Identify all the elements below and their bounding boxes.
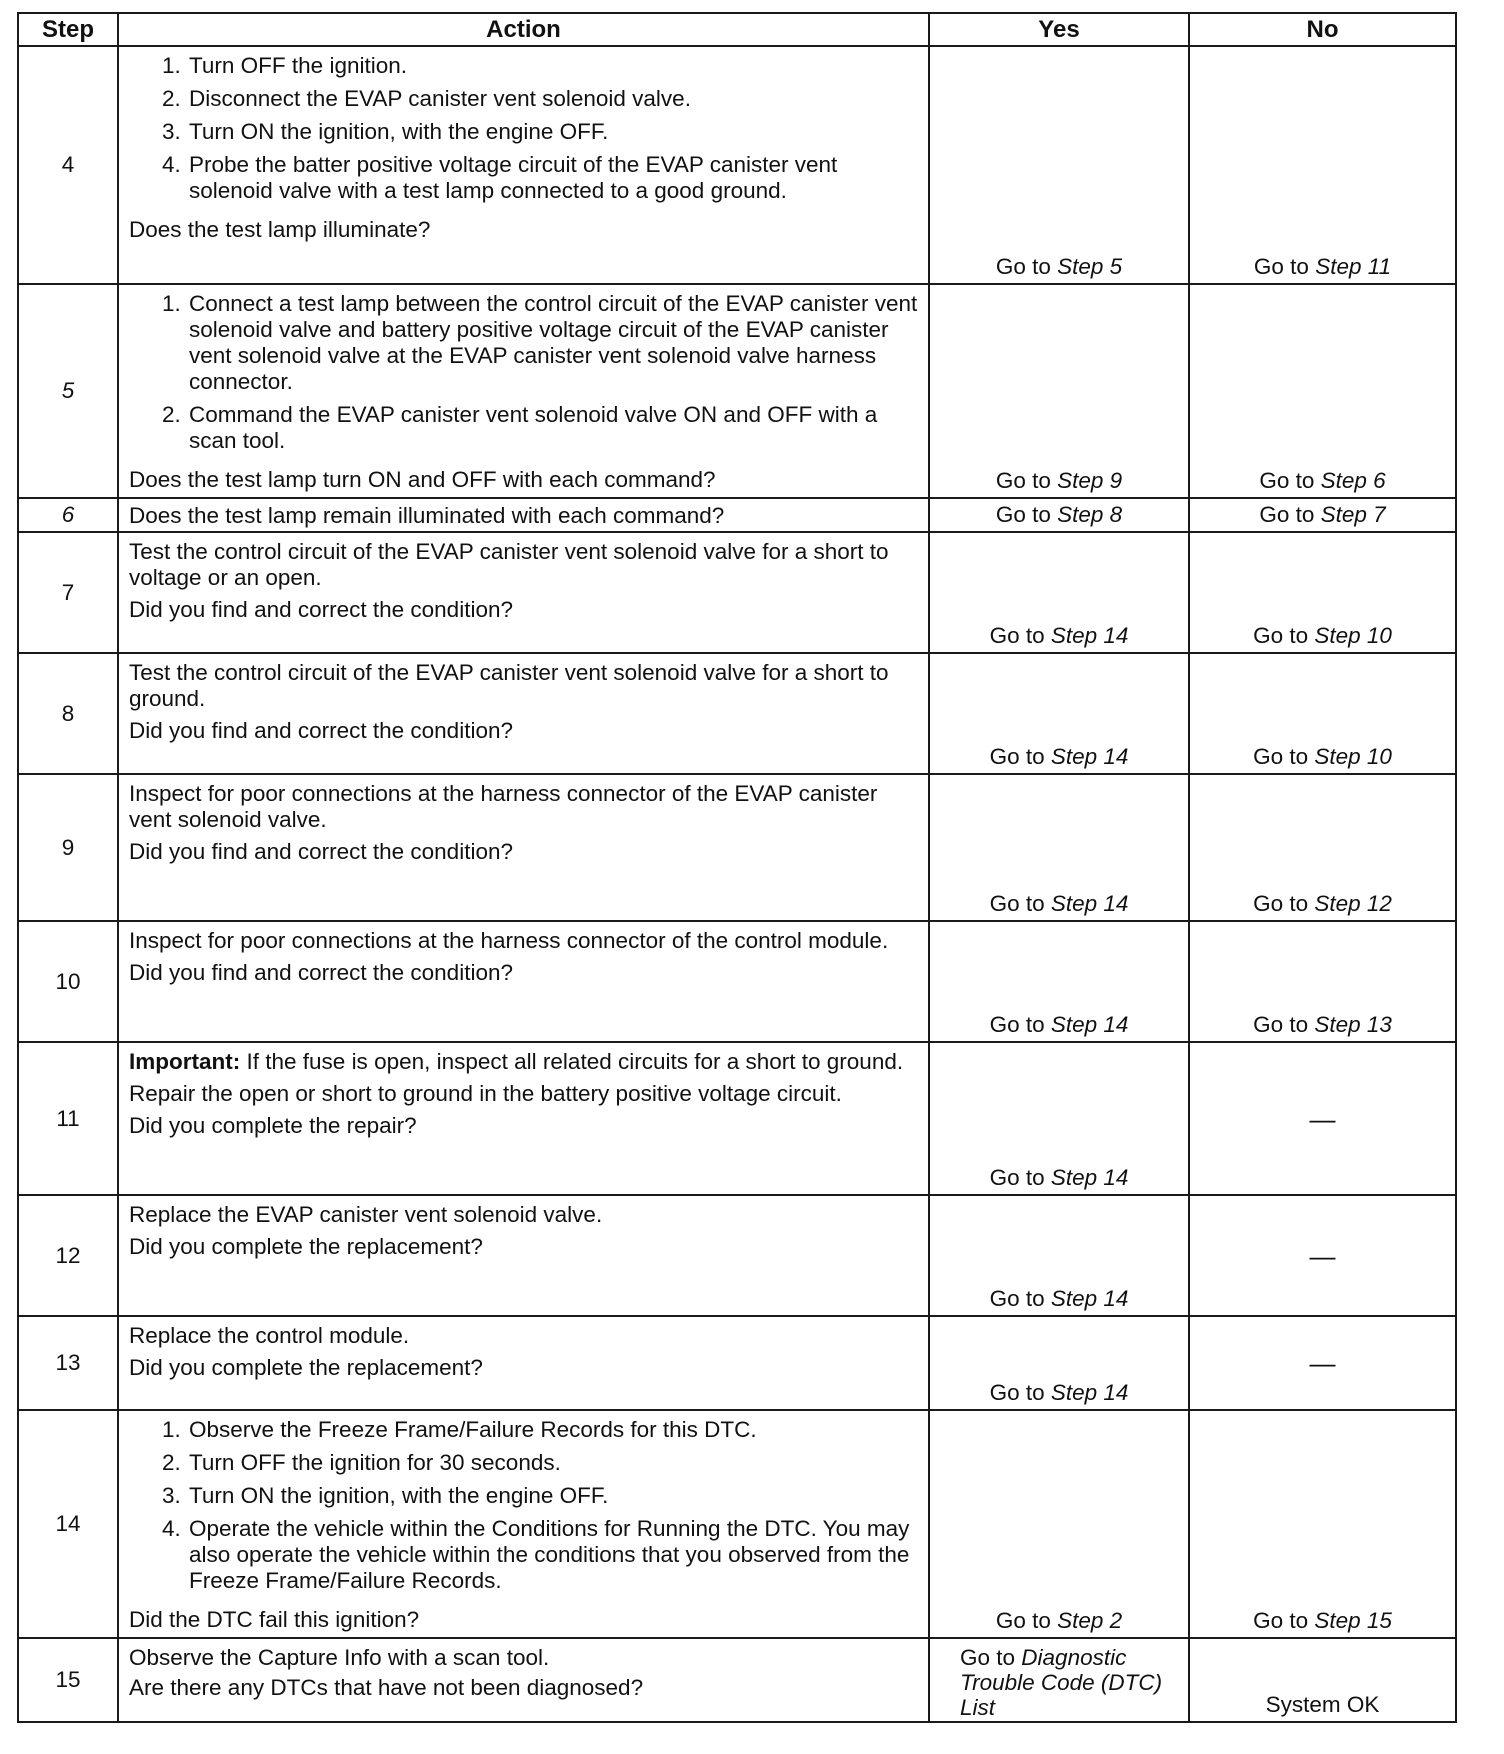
step-link: Step 5	[1057, 254, 1123, 279]
yes-cell	[929, 1410, 1189, 1638]
go-to-label: Go to	[1259, 468, 1315, 493]
action-text: Inspect for poor connections at the harness connector of the EVAP canister vent solenoid valve.	[129, 781, 878, 832]
table-row	[18, 774, 1456, 921]
action-text: Test the control circuit of the EVAP canister vent solenoid valve for a short to voltage or an open.	[129, 539, 889, 590]
go-to-label: Go to	[1253, 254, 1309, 279]
action-cell	[118, 1316, 929, 1410]
no-cell: —	[1189, 1195, 1456, 1316]
step-number: 8	[18, 653, 118, 774]
question: Does the test lamp illuminate?	[129, 217, 431, 242]
go-to-label: Go to	[989, 1286, 1045, 1311]
question: Did you find and correct the condition?	[129, 597, 513, 622]
action-cell	[118, 532, 929, 653]
action-cell	[118, 46, 929, 284]
yes-cell	[929, 46, 1189, 284]
no-cell	[1189, 921, 1456, 1042]
table-row	[18, 1638, 1456, 1722]
question: Did you complete the replacement?	[129, 1355, 483, 1380]
go-to-label: Go to	[989, 744, 1045, 769]
no-cell: —	[1189, 1316, 1456, 1410]
list-item: 3. Turn ON the ignition, with the engine OFF.	[187, 1483, 918, 1509]
go-to-label: Go to	[995, 502, 1051, 527]
go-to-label: Go to	[995, 254, 1051, 279]
table-row	[18, 921, 1456, 1042]
step-link: Step 6	[1320, 468, 1386, 493]
header-step: Step	[18, 13, 118, 46]
no-cell	[1189, 498, 1456, 532]
step-link: Step 14	[1050, 1380, 1129, 1405]
step-link: Step 10	[1314, 623, 1392, 648]
action-text: Test the control circuit of the EVAP canister vent solenoid valve for a short to ground.	[129, 660, 889, 711]
go-to-label: Go to	[1259, 502, 1315, 527]
important-label: Important:	[129, 1049, 241, 1074]
list-item: 1. Turn OFF the ignition.	[187, 53, 918, 79]
step-link: Step 14	[1050, 1165, 1129, 1190]
yes-cell	[929, 1195, 1189, 1316]
question: Does the test lamp remain illuminated with each command?	[129, 502, 725, 528]
no-cell	[1189, 284, 1456, 498]
step-link: Step 14	[1050, 623, 1129, 648]
step-link: Step 14	[1050, 1286, 1129, 1311]
go-to-label: Go to	[989, 1380, 1045, 1405]
go-to-label: Go to	[989, 1165, 1045, 1190]
table-row	[18, 532, 1456, 653]
no-cell: System OK	[1189, 1638, 1456, 1722]
action-cell	[118, 653, 929, 774]
action-text: Replace the control module.	[129, 1323, 410, 1348]
action-text: Repair the open or short to ground in the battery positive voltage circuit.	[129, 1081, 842, 1106]
step-link: Step 11	[1315, 254, 1392, 279]
table-row	[18, 1042, 1456, 1195]
go-to-label: Go to	[989, 891, 1045, 916]
action-cell	[118, 774, 929, 921]
header-no: No	[1189, 13, 1456, 46]
table-row	[18, 1316, 1456, 1410]
step-link: Step 15	[1314, 1608, 1392, 1633]
no-cell	[1189, 774, 1456, 921]
question: Did the DTC fail this ignition?	[129, 1607, 420, 1632]
action-cell	[118, 1638, 929, 1722]
list-item: 3. Turn ON the ignition, with the engine OFF.	[187, 119, 918, 145]
action-cell	[118, 1042, 929, 1195]
go-to-label: Go to	[1253, 1012, 1309, 1037]
yes-cell	[929, 1638, 1189, 1722]
dtc-list-link: Diagnostic Trouble Code (DTC) List	[960, 1645, 1163, 1720]
important-text: If the fuse is open, inspect all related circuits for a short to ground.	[240, 1049, 904, 1074]
no-cell	[1189, 653, 1456, 774]
action-cell	[118, 921, 929, 1042]
step-link: Step 2	[1057, 1608, 1123, 1633]
question: Did you complete the repair?	[129, 1113, 417, 1138]
step-number: 7	[18, 532, 118, 653]
header-row	[18, 13, 1456, 46]
step-number: 15	[18, 1638, 118, 1722]
yes-cell	[929, 921, 1189, 1042]
go-to-label: Go to	[1253, 1608, 1309, 1633]
question: Does the test lamp turn ON and OFF with each command?	[129, 467, 716, 492]
important-note	[129, 1049, 918, 1075]
step-link: Step 10	[1314, 744, 1392, 769]
yes-cell	[929, 532, 1189, 653]
table-row	[18, 498, 1456, 532]
action-text: Replace the EVAP canister vent solenoid valve.	[129, 1202, 603, 1227]
list-item: 2. Turn OFF the ignition for 30 seconds.	[187, 1450, 918, 1476]
table-row	[18, 46, 1456, 284]
question: Are there any DTCs that have not been diagnosed?	[129, 1675, 644, 1700]
list-item: 4. Operate the vehicle within the Conditions for Running the DTC. You may also operate the vehicle within the conditions that you observed from the Freeze Frame/Failure Records.	[187, 1516, 918, 1594]
step-link: Step 14	[1050, 1012, 1129, 1037]
go-to-label: Go to	[1253, 744, 1309, 769]
step-link: Step 14	[1050, 744, 1129, 769]
list-item: 1. Observe the Freeze Frame/Failure Records for this DTC.	[187, 1417, 918, 1443]
step-link: Step 13	[1314, 1012, 1392, 1037]
yes-cell	[929, 284, 1189, 498]
table-row	[18, 284, 1456, 498]
no-cell	[1189, 46, 1456, 284]
list-item: 1. Connect a test lamp between the control circuit of the EVAP canister vent solenoid valve and battery positive voltage circuit of the EVAP canister vent solenoid valve at the EVAP canister vent solenoid valve harness connector.	[187, 291, 918, 395]
action-text: Inspect for poor connections at the harness connector of the control module.	[129, 928, 889, 953]
go-to-label: Go to	[960, 1645, 1016, 1670]
table-row	[18, 653, 1456, 774]
yes-cell	[929, 653, 1189, 774]
action-cell	[118, 1410, 929, 1638]
step-link: Step 9	[1057, 468, 1123, 493]
go-to-label: Go to	[989, 1012, 1045, 1037]
go-to-label: Go to	[995, 468, 1051, 493]
list-item: 2. Disconnect the EVAP canister vent solenoid valve.	[187, 86, 918, 112]
question: Did you find and correct the condition?	[129, 960, 513, 985]
diagnostic-table	[17, 12, 1457, 1723]
no-cell	[1189, 532, 1456, 653]
go-to-label: Go to	[989, 623, 1045, 648]
yes-cell	[929, 1316, 1189, 1410]
go-to-label: Go to	[1253, 891, 1309, 916]
yes-cell	[929, 774, 1189, 921]
action-cell	[118, 284, 929, 498]
step-number: 10	[18, 921, 118, 1042]
action-text: Observe the Capture Info with a scan tool.	[129, 1645, 550, 1670]
question: Did you find and correct the condition?	[129, 839, 513, 864]
question: Did you complete the replacement?	[129, 1234, 483, 1259]
step-number: 4	[18, 46, 118, 284]
step-number: 5	[18, 284, 118, 498]
table-row	[18, 1195, 1456, 1316]
step-number: 11	[18, 1042, 118, 1195]
action-list	[129, 53, 918, 211]
step-link: Step 8	[1057, 502, 1123, 527]
list-item: 4. Probe the batter positive voltage circuit of the EVAP canister vent solenoid valve with a test lamp connected to a good ground.	[187, 152, 918, 204]
step-link: Step 12	[1314, 891, 1392, 916]
go-to-label: Go to	[995, 1608, 1051, 1633]
step-number: 13	[18, 1316, 118, 1410]
step-number: 14	[18, 1410, 118, 1638]
no-cell	[1189, 1410, 1456, 1638]
step-number: 9	[18, 774, 118, 921]
header-yes: Yes	[929, 13, 1189, 46]
action-list	[129, 1417, 918, 1601]
question: Did you find and correct the condition?	[129, 718, 513, 743]
header-action: Action	[118, 13, 929, 46]
no-cell: —	[1189, 1042, 1456, 1195]
step-link: Step 7	[1320, 502, 1386, 527]
step-number: 6	[18, 498, 118, 532]
yes-cell	[929, 498, 1189, 532]
yes-cell	[929, 1042, 1189, 1195]
step-number: 12	[18, 1195, 118, 1316]
table-row	[18, 1410, 1456, 1638]
list-item: 2. Command the EVAP canister vent solenoid valve ON and OFF with a scan tool.	[187, 402, 918, 454]
step-link: Step 14	[1050, 891, 1129, 916]
go-to-label: Go to	[1253, 623, 1309, 648]
action-list	[129, 291, 918, 461]
action-cell	[118, 498, 929, 532]
action-cell	[118, 1195, 929, 1316]
